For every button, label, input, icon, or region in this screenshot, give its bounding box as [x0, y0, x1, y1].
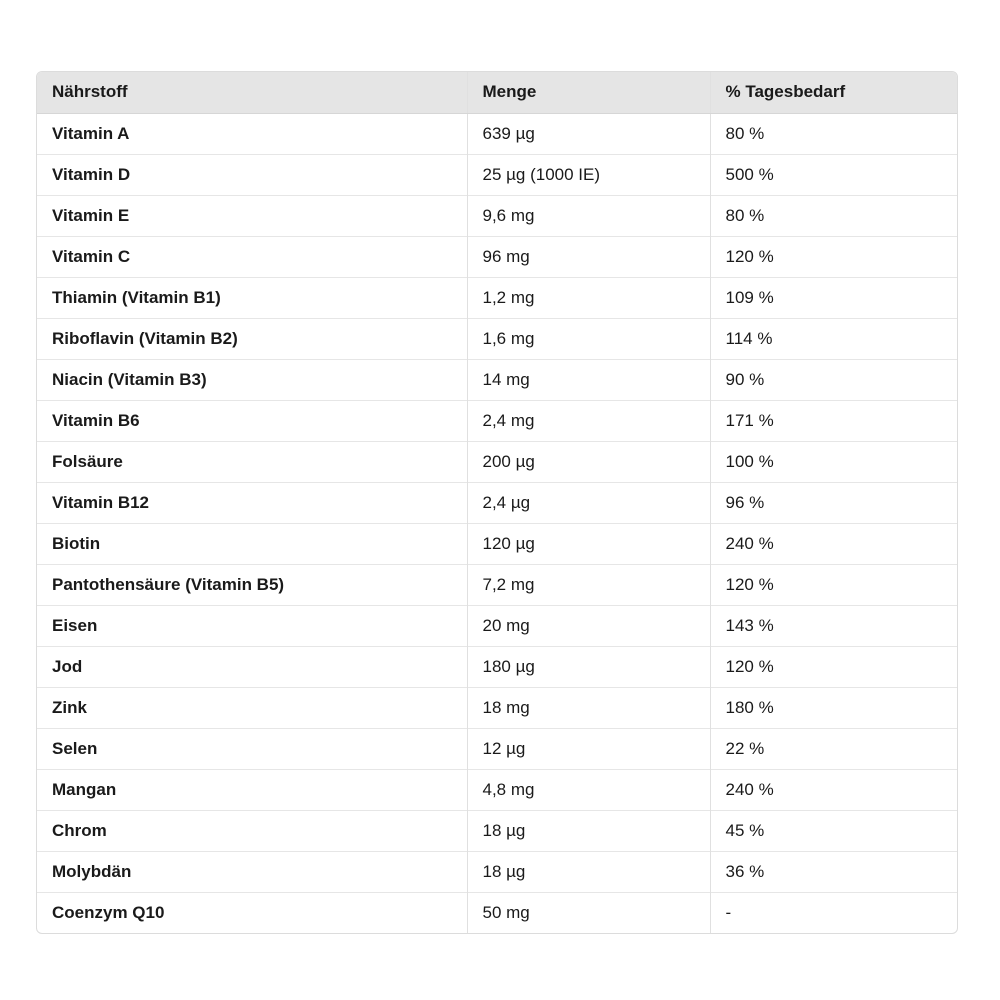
- cell-menge: 9,6 mg: [467, 195, 710, 236]
- cell-menge: 20 mg: [467, 605, 710, 646]
- cell-tagesbedarf: 180 %: [710, 687, 957, 728]
- cell-tagesbedarf: 109 %: [710, 277, 957, 318]
- table-row: [37, 687, 957, 728]
- cell-tagesbedarf: 120 %: [710, 236, 957, 277]
- cell-tagesbedarf: 90 %: [710, 359, 957, 400]
- cell-menge: 2,4 µg: [467, 482, 710, 523]
- cell-naehrstoff: Niacin (Vitamin B3): [37, 359, 467, 400]
- cell-naehrstoff: Thiamin (Vitamin B1): [37, 277, 467, 318]
- cell-naehrstoff: Folsäure: [37, 441, 467, 482]
- cell-menge: 1,6 mg: [467, 318, 710, 359]
- cell-naehrstoff: Selen: [37, 728, 467, 769]
- table-row: [37, 318, 957, 359]
- table-row: [37, 728, 957, 769]
- cell-tagesbedarf: 120 %: [710, 646, 957, 687]
- table-row: [37, 523, 957, 564]
- header-row: [37, 72, 957, 113]
- cell-menge: 25 µg (1000 IE): [467, 154, 710, 195]
- cell-tagesbedarf: 143 %: [710, 605, 957, 646]
- header-menge: Menge: [467, 72, 710, 113]
- cell-menge: 1,2 mg: [467, 277, 710, 318]
- cell-tagesbedarf: 240 %: [710, 523, 957, 564]
- cell-naehrstoff: Chrom: [37, 810, 467, 851]
- cell-menge: 2,4 mg: [467, 400, 710, 441]
- table-row: [37, 236, 957, 277]
- header-naehrstoff: Nährstoff: [37, 72, 467, 113]
- cell-tagesbedarf: 500 %: [710, 154, 957, 195]
- table-row: [37, 564, 957, 605]
- cell-naehrstoff: Mangan: [37, 769, 467, 810]
- table-row: [37, 810, 957, 851]
- cell-naehrstoff: Molybdän: [37, 851, 467, 892]
- cell-menge: 12 µg: [467, 728, 710, 769]
- table-row: [37, 605, 957, 646]
- table-header: [37, 72, 957, 113]
- table-row: [37, 195, 957, 236]
- table-row: [37, 892, 957, 933]
- table-row: [37, 646, 957, 687]
- cell-tagesbedarf: 80 %: [710, 113, 957, 154]
- cell-naehrstoff: Vitamin D: [37, 154, 467, 195]
- nutrient-table: [37, 72, 957, 933]
- table-row: [37, 277, 957, 318]
- cell-naehrstoff: Eisen: [37, 605, 467, 646]
- cell-menge: 96 mg: [467, 236, 710, 277]
- table-row: [37, 154, 957, 195]
- cell-menge: 14 mg: [467, 359, 710, 400]
- cell-naehrstoff: Vitamin E: [37, 195, 467, 236]
- table-row: [37, 441, 957, 482]
- cell-naehrstoff: Vitamin B6: [37, 400, 467, 441]
- cell-menge: 50 mg: [467, 892, 710, 933]
- cell-naehrstoff: Vitamin B12: [37, 482, 467, 523]
- table-row: [37, 113, 957, 154]
- cell-tagesbedarf: 80 %: [710, 195, 957, 236]
- table-row: [37, 400, 957, 441]
- cell-tagesbedarf: 240 %: [710, 769, 957, 810]
- header-tagesbedarf: % Tagesbedarf: [710, 72, 957, 113]
- cell-menge: 18 mg: [467, 687, 710, 728]
- cell-menge: 18 µg: [467, 851, 710, 892]
- table-body: [37, 113, 957, 933]
- cell-tagesbedarf: 120 %: [710, 564, 957, 605]
- cell-menge: 18 µg: [467, 810, 710, 851]
- cell-naehrstoff: Zink: [37, 687, 467, 728]
- cell-tagesbedarf: -: [710, 892, 957, 933]
- cell-naehrstoff: Pantothensäure (Vitamin B5): [37, 564, 467, 605]
- cell-tagesbedarf: 36 %: [710, 851, 957, 892]
- cell-menge: 4,8 mg: [467, 769, 710, 810]
- cell-naehrstoff: Jod: [37, 646, 467, 687]
- cell-naehrstoff: Coenzym Q10: [37, 892, 467, 933]
- cell-menge: 120 µg: [467, 523, 710, 564]
- cell-tagesbedarf: 22 %: [710, 728, 957, 769]
- cell-naehrstoff: Vitamin A: [52, 123, 130, 143]
- cell-tagesbedarf: 100 %: [710, 441, 957, 482]
- cell-naehrstoff: Biotin: [37, 523, 467, 564]
- cell-tagesbedarf: 45 %: [710, 810, 957, 851]
- nutrient-table-container: [36, 71, 958, 934]
- cell-menge: 7,2 mg: [467, 564, 710, 605]
- table-row: [37, 482, 957, 523]
- cell-tagesbedarf: 171 %: [710, 400, 957, 441]
- cell-menge: 200 µg: [467, 441, 710, 482]
- cell-menge: 639 µg: [467, 113, 710, 154]
- cell-menge: 180 µg: [467, 646, 710, 687]
- table-row: [37, 851, 957, 892]
- cell-tagesbedarf: 96 %: [710, 482, 957, 523]
- cell-tagesbedarf: 114 %: [710, 318, 957, 359]
- cell-naehrstoff: Riboflavin (Vitamin B2): [37, 318, 467, 359]
- cell-naehrstoff: Vitamin C: [37, 236, 467, 277]
- table-row: [37, 769, 957, 810]
- table-row: [37, 359, 957, 400]
